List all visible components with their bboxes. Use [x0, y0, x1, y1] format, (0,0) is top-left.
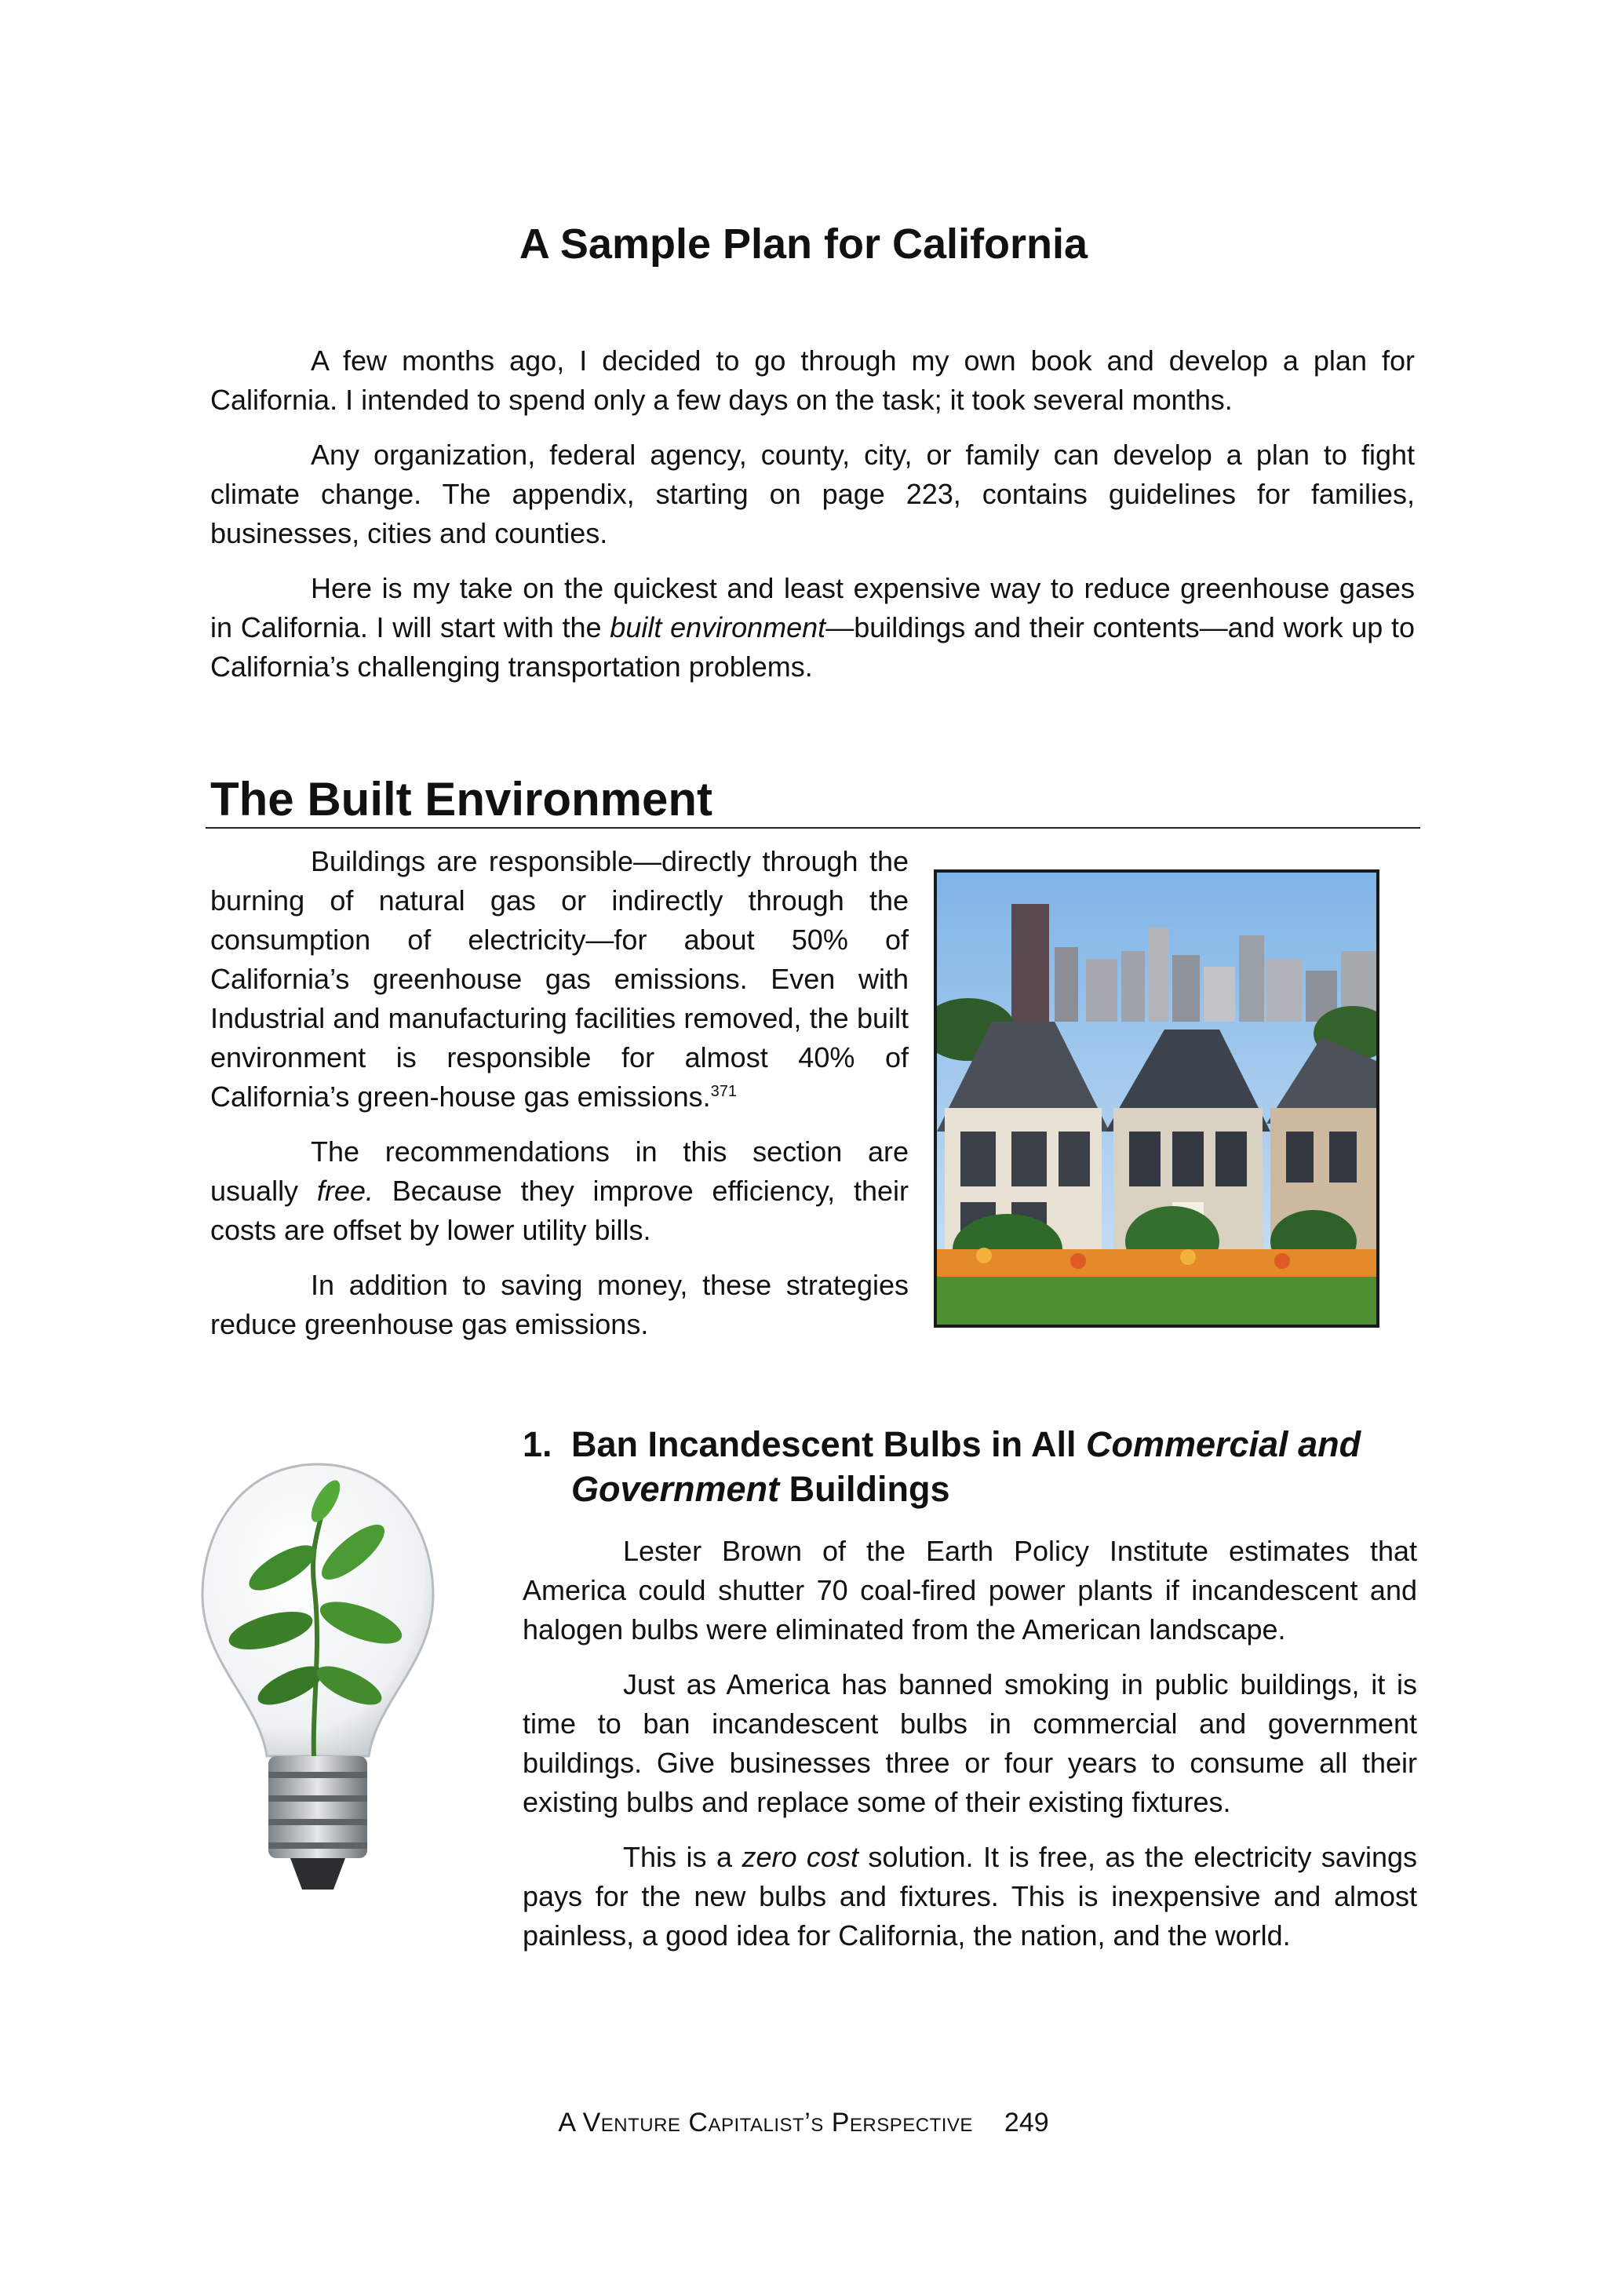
built-p2-text-b: Because they improve efficiency, their costs are offset by lower utility bills.	[210, 1175, 909, 1246]
built-p2-text-a: The recommendations in this section are usually	[210, 1135, 909, 1207]
lightbulb-plant-image	[196, 1450, 439, 1952]
section-1-paragraph-2: Just as America has banned smoking in public buildings, it is time to ban incandescent bulbs in commercial and government buildings. Give businesses three or four years to consume all their existing bulbs and replace some of their existing fixtures.	[523, 1668, 1417, 1818]
intro-paragraph-2: Any organization, federal agency, county, city, or family can develop a plan to fight climate change. The appendix, starting on page 223, contains guidelines for families, businesses, cities and counties.	[210, 439, 1415, 549]
built-p2-emphasis: free.	[316, 1175, 374, 1207]
page-title: A Sample Plan for California	[519, 220, 1088, 268]
intro-section	[210, 341, 1415, 702]
victorian-houses-photo	[934, 869, 1379, 1328]
section-1-p3-text-b: solution. It is free, as the electricity savings pays for the new bulbs and fixtures. This is inexpensive and almost painless, a good idea for California, the nation, and the world.	[523, 1841, 1417, 1952]
section-1-heading	[523, 1422, 1425, 1511]
intro-paragraph-1: A few months ago, I decided to go through my own book and develop a plan for California. I intended to spend only a few days on the task; it took several months.	[210, 344, 1415, 416]
built-environment-text	[210, 842, 909, 1360]
intro-paragraph-3	[210, 569, 1415, 687]
page-number: 249	[1004, 2108, 1049, 2137]
built-paragraph-3: In addition to saving money, these strategies reduce greenhouse gas emissions.	[210, 1269, 909, 1340]
running-head: A Venture Capitalist’s Perspective	[558, 2108, 973, 2137]
page-footer	[0, 2108, 1607, 2138]
section-1-heading-line-1	[523, 1422, 1425, 1467]
footnote-ref: 371	[710, 1083, 738, 1100]
intro-p3-text-b: —buildings and their contents—and work up to California’s challenging transportation problems.	[210, 611, 1416, 683]
intro-p3-text-a: Here is my take on the quickest and least expensive way to reduce greenhouse gases in California. I will start with the	[210, 572, 1415, 643]
built-paragraph-2	[210, 1132, 909, 1250]
section-1-heading-text-a: Ban Incandescent Bulbs in All	[571, 1424, 1086, 1464]
section-1-heading-emphasis: Commercial and	[1085, 1424, 1361, 1464]
built-paragraph-1	[210, 842, 909, 1117]
section-1-heading-line-2	[523, 1467, 1425, 1511]
heading-rule	[206, 827, 1420, 829]
section-1-p3-text-a: This is a	[623, 1841, 742, 1873]
section-1-heading-text-b: Buildings	[779, 1469, 950, 1509]
built-p1-text: Buildings are responsible—directly through the burning of natural gas or indirectly through the consumption of electricity—for about 50% of California’s greenhouse gas emissions. Even with Industrial and manufacturing facilities removed, the built environment is responsible for almost 40% of California’s green-house gas emissions.	[210, 845, 909, 1113]
intro-p3-emphasis: built environment	[610, 611, 826, 643]
section-1-heading-emphasis-2: Government	[571, 1469, 780, 1509]
section-1-body	[523, 1532, 1417, 1971]
section-1-paragraph-1: Lester Brown of the Earth Policy Institute estimates that America could shutter 70 coal-fired power plants if incandescent and halogen bulbs were eliminated from the American landscape.	[523, 1535, 1417, 1645]
section-1-p3-emphasis: zero cost	[742, 1841, 858, 1873]
section-1-paragraph-3	[523, 1838, 1417, 1955]
section-1-number: 1.	[523, 1424, 552, 1464]
built-environment-heading: The Built Environment	[210, 773, 713, 825]
